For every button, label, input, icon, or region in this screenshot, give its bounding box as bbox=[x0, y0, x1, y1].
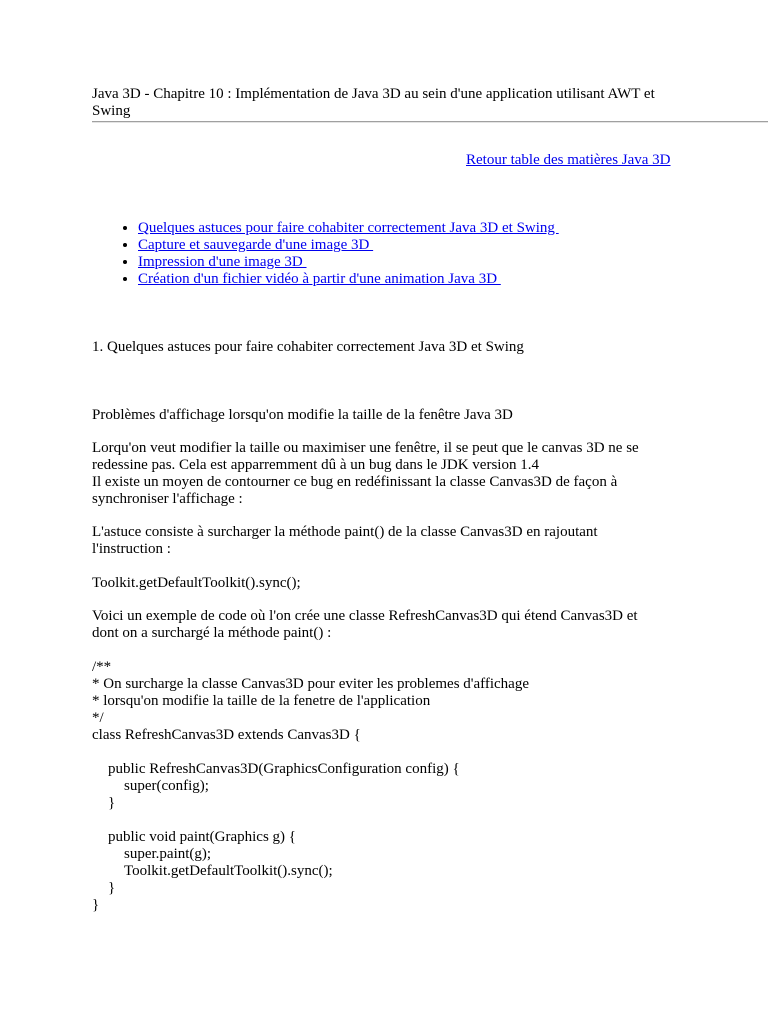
section-subheading bbox=[92, 407, 682, 424]
paragraph-trick bbox=[92, 524, 682, 558]
paragraph-example bbox=[92, 608, 682, 642]
code-line: Toolkit.getDefaultToolkit().sync(); bbox=[124, 863, 333, 879]
toc-link-image-capture[interactable]: Capture et sauvegarde d'une image 3D bbox=[138, 237, 374, 253]
page-title bbox=[92, 86, 692, 120]
code-line: super(config); bbox=[124, 778, 209, 794]
toc-list-item bbox=[138, 220, 559, 237]
code-line: class RefreshCanvas3D extends Canvas3D { bbox=[92, 727, 361, 743]
paragraph-line: l'instruction : bbox=[92, 541, 171, 557]
instruction-line bbox=[92, 575, 682, 592]
code-line: public RefreshCanvas3D(GraphicsConfiguration config) { bbox=[108, 761, 460, 777]
paragraph-problem bbox=[92, 440, 682, 508]
section-heading bbox=[92, 339, 682, 356]
code-line: public void paint(Graphics g) { bbox=[108, 829, 296, 845]
section-heading-text: 1. Quelques astuces pour faire cohabiter correctement Java 3D et Swing bbox=[92, 339, 524, 355]
toc-link-image-print[interactable]: Impression d'une image 3D bbox=[138, 254, 307, 270]
chapter-toc-list bbox=[92, 220, 559, 288]
paragraph-line: Il existe un moyen de contourner ce bug en redéfinissant la classe Canvas3D de façon à bbox=[92, 474, 618, 490]
paragraph-line: redessine pas. Cela est apparremment dû à un bug dans le JDK version 1.4 bbox=[92, 457, 539, 473]
code-line: super.paint(g); bbox=[124, 846, 212, 862]
paragraph-line: synchroniser l'affichage : bbox=[92, 491, 243, 507]
code-sample bbox=[92, 659, 682, 914]
toc-list-item bbox=[138, 271, 559, 288]
toc-link-swing-tips[interactable]: Quelques astuces pour faire cohabiter correctement Java 3D et Swing bbox=[138, 220, 559, 236]
title-divider bbox=[92, 121, 768, 123]
toc-list-item bbox=[138, 237, 559, 254]
paragraph-line: L'astuce consiste à surcharger la méthode paint() de la classe Canvas3D en rajoutant bbox=[92, 524, 598, 540]
code-line: * lorsqu'on modifie la taille de la fenetre de l'application bbox=[92, 693, 431, 709]
code-line: } bbox=[108, 880, 116, 896]
code-line: /** bbox=[92, 659, 112, 675]
page-title-line-2: Swing bbox=[92, 103, 131, 119]
paragraph-line: Lorqu'on veut modifier la taille ou maximiser une fenêtre, il se peut que le canvas 3D ne se bbox=[92, 440, 639, 456]
back-to-toc-link[interactable]: Retour table des matières Java 3D bbox=[466, 152, 671, 168]
code-blank-line bbox=[92, 812, 682, 829]
instruction-text: Toolkit.getDefaultToolkit().sync(); bbox=[92, 575, 301, 591]
paragraph-line: dont on a surchargé la méthode paint() : bbox=[92, 625, 332, 641]
code-line: * On surcharge la classe Canvas3D pour eviter les problemes d'affichage bbox=[92, 676, 529, 692]
code-line: } bbox=[108, 795, 116, 811]
section-subheading-text: Problèmes d'affichage lorsqu'on modifie la taille de la fenêtre Java 3D bbox=[92, 407, 513, 423]
code-line: */ bbox=[92, 710, 104, 726]
toc-list-item bbox=[138, 254, 559, 271]
paragraph-line: Voici un exemple de code où l'on crée une classe RefreshCanvas3D qui étend Canvas3D et bbox=[92, 608, 638, 624]
code-line: } bbox=[92, 897, 100, 913]
code-blank-line bbox=[92, 744, 682, 761]
page-title-line-1: Java 3D - Chapitre 10 : Implémentation de Java 3D au sein d'une application utilisant AWT et bbox=[92, 86, 655, 102]
toc-link-video-creation[interactable]: Création d'un fichier vidéo à partir d'une animation Java 3D bbox=[138, 271, 501, 287]
